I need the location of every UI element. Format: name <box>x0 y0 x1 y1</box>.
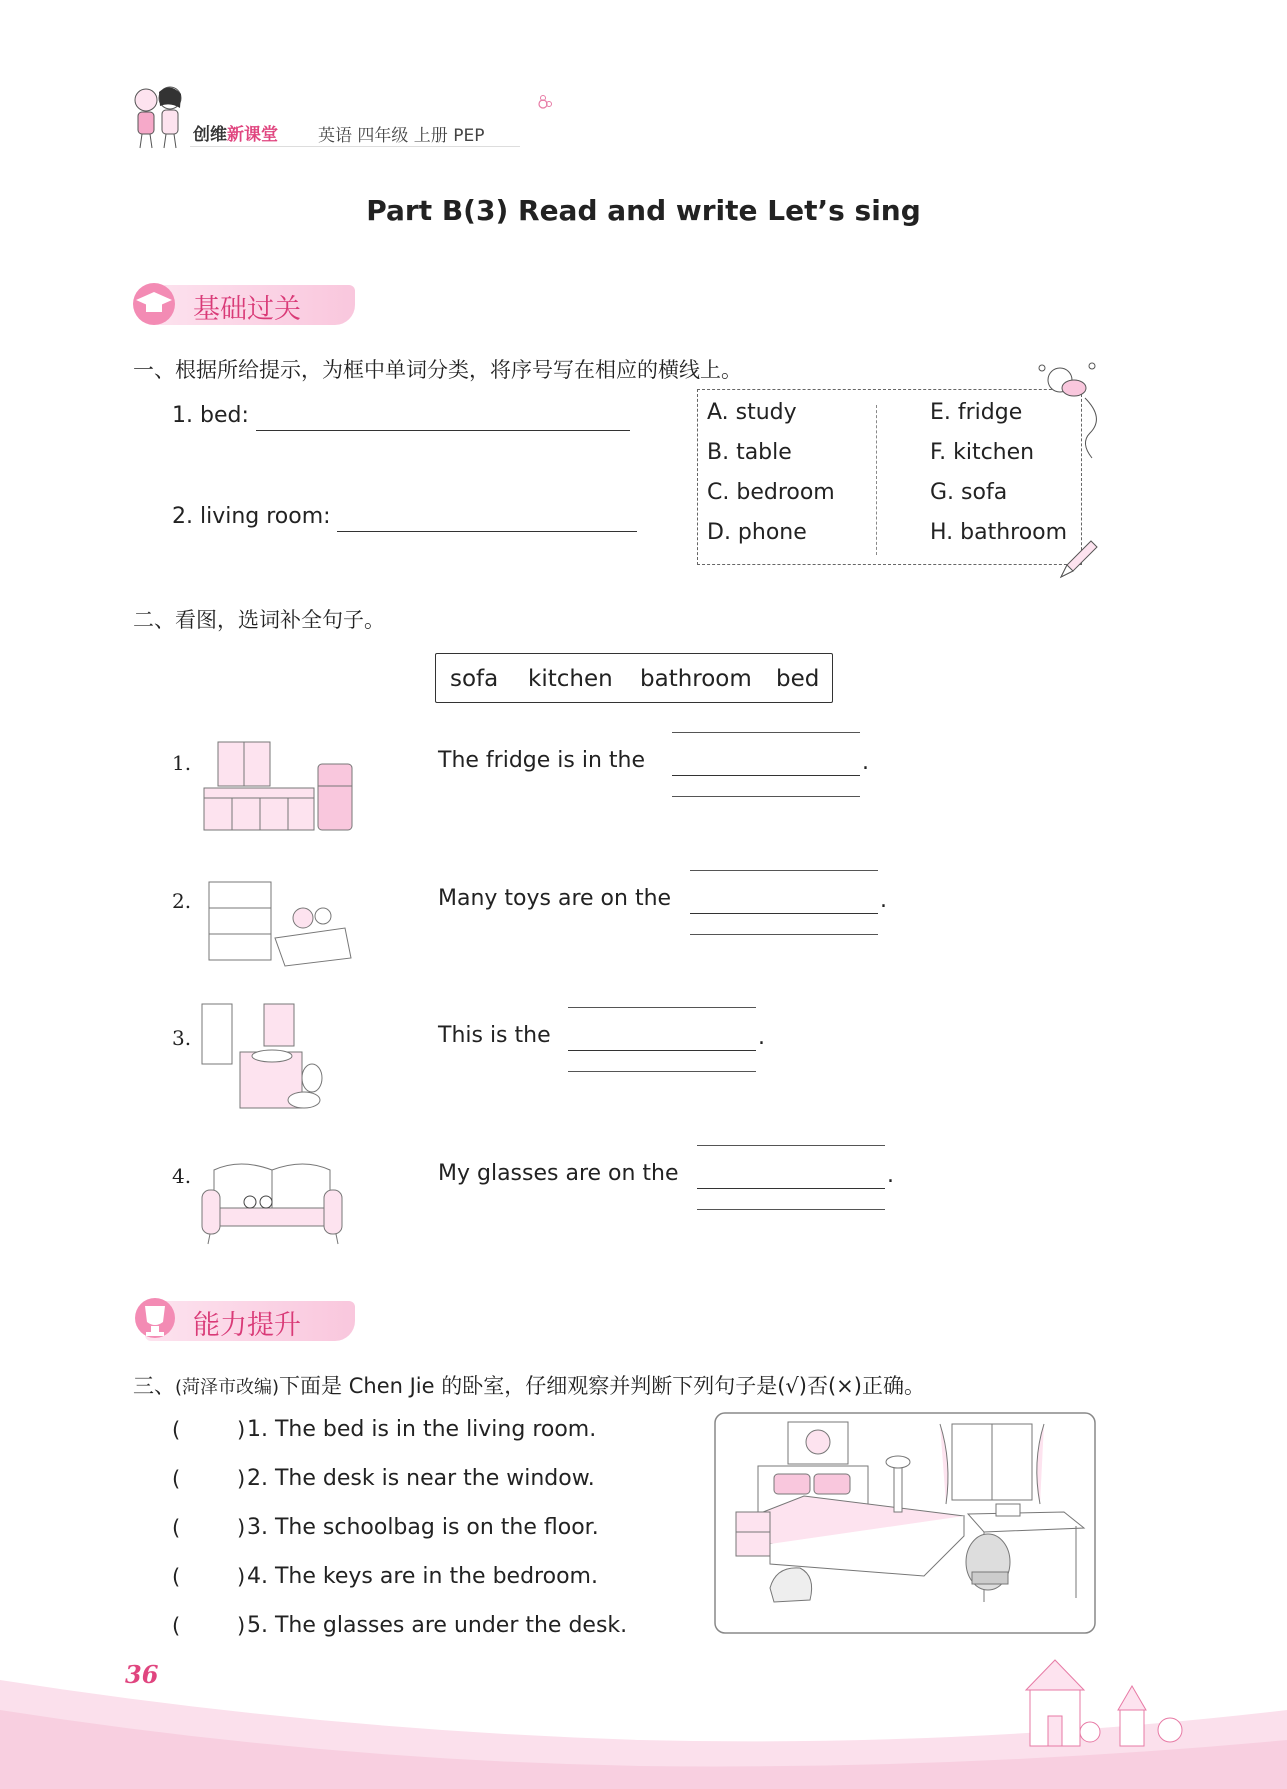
q2-item4-num: 4. <box>172 1164 192 1188</box>
word-bank-bathroom: bathroom <box>640 666 752 692</box>
q2-item4-guide-top <box>697 1145 885 1146</box>
q2-item1-text: The fridge is in the <box>438 748 645 773</box>
graduation-cap-icon <box>128 280 180 326</box>
q2-item4-period: . <box>887 1163 894 1188</box>
q2-item3-period: . <box>758 1025 765 1050</box>
q1-answer-line-bed[interactable] <box>256 430 630 431</box>
castle-illustration <box>990 1650 1190 1750</box>
q2-item3-guide-top <box>568 1007 756 1008</box>
q2-item1-num: 1. <box>172 751 192 775</box>
q1-option-e: E. fridge <box>930 400 1023 425</box>
header-divider <box>190 146 520 147</box>
q2-item1-guide-bottom <box>672 796 860 797</box>
q3-item3-paren-open[interactable]: ( <box>172 1516 181 1540</box>
q2-item4-guide-bottom <box>697 1209 885 1210</box>
q3-item3-paren-close: ) <box>237 1516 246 1540</box>
q3-item2-paren-close: ) <box>237 1467 246 1491</box>
q2-heading: 二、看图，选词补全句子。 <box>133 608 385 632</box>
page-number: 36 <box>125 1660 159 1689</box>
q2-item4-text: My glasses are on the <box>438 1161 679 1186</box>
q2-item2-guide-bottom <box>690 934 878 935</box>
q1-word-box-divider <box>876 405 877 555</box>
q2-item2-num: 2. <box>172 889 192 913</box>
trophy-icon <box>130 1296 180 1344</box>
section-label-advanced: 能力提升 <box>193 1310 301 1341</box>
q3-item1-text: 1. The bed is in the living room. <box>247 1417 597 1442</box>
kitchen-picture <box>200 740 355 832</box>
header-subtitle: 英语 四年级 上册 PEP <box>318 126 485 146</box>
sofa-glasses-picture <box>200 1160 350 1246</box>
header-flower-icon <box>533 94 553 114</box>
q3-item4-paren-close: ) <box>237 1565 246 1589</box>
q3-item2-paren-open[interactable]: ( <box>172 1467 181 1491</box>
q1-option-d: D. phone <box>707 520 807 545</box>
q2-item2-text: Many toys are on the <box>438 886 672 911</box>
q3-item4-text: 4. The keys are in the bedroom. <box>247 1564 598 1589</box>
bee-icon <box>1030 358 1110 468</box>
q1-heading: 一、根据所给提示，为框中单词分类，将序号写在相应的横线上。 <box>133 358 742 382</box>
q3-item5-text: 5. The glasses are under the desk. <box>247 1613 628 1638</box>
q1-option-g: G. sofa <box>930 480 1008 505</box>
q2-item1-answer-line[interactable] <box>672 775 860 776</box>
word-bank-bed: bed <box>776 666 820 692</box>
q3-item3-text: 3. The schoolbag is on the floor. <box>247 1515 599 1540</box>
q1-option-h: H. bathroom <box>930 520 1068 545</box>
q3-heading-rest: 下面是 Chen Jie 的卧室，仔细观察并判断下列句子是(√)否(×)正确。 <box>279 1374 925 1398</box>
q2-item3-guide-bottom <box>568 1071 756 1072</box>
q2-word-bank <box>435 653 833 703</box>
q3-item5-paren-close: ) <box>237 1614 246 1638</box>
q2-item4-answer-line[interactable] <box>697 1188 885 1189</box>
word-bank-sofa: sofa <box>450 666 499 692</box>
q2-item3-text: This is the <box>438 1023 551 1048</box>
q1-option-c: C. bedroom <box>707 480 835 505</box>
q1-option-f: F. kitchen <box>930 440 1035 465</box>
header-girls-illustration <box>128 82 192 152</box>
q3-item4-paren-open[interactable]: ( <box>172 1565 181 1589</box>
chen-jie-bedroom-picture <box>714 1412 1096 1634</box>
q1-option-b: B. table <box>707 440 792 465</box>
section-label-basic: 基础过关 <box>193 294 301 325</box>
q2-item2-answer-line[interactable] <box>690 913 878 914</box>
bathroom-picture <box>200 1002 330 1114</box>
bedroom-toys-picture <box>205 878 355 970</box>
q2-item2-guide-top <box>690 870 878 871</box>
q2-item1-guide-top <box>672 732 860 733</box>
q2-item1-period: . <box>862 750 869 775</box>
q3-heading <box>133 1370 925 1400</box>
q3-item1-paren-close: ) <box>237 1418 246 1442</box>
q3-item5-paren-open[interactable]: ( <box>172 1614 181 1638</box>
q2-item3-answer-line[interactable] <box>568 1050 756 1051</box>
q3-item2-text: 2. The desk is near the window. <box>247 1466 595 1491</box>
q3-item1-paren-open[interactable]: ( <box>172 1418 181 1442</box>
q1-answer-line-living-room[interactable] <box>337 531 637 532</box>
q3-heading-prefix: 三、 <box>133 1374 175 1398</box>
q1-item-living-room: 2. living room: <box>172 504 331 529</box>
q1-item-bed: 1. bed: <box>172 403 249 428</box>
q3-heading-source: (菏泽市改编) <box>175 1377 280 1398</box>
q2-item2-period: . <box>880 888 887 913</box>
q2-item3-num: 3. <box>172 1026 192 1050</box>
page-title: Part B(3) Read and write Let’s sing <box>366 194 921 227</box>
header-brand: 创维新课堂 <box>193 125 278 145</box>
pencil-icon <box>1053 535 1103 585</box>
q1-option-a: A. study <box>707 400 797 425</box>
word-bank-kitchen: kitchen <box>528 666 613 692</box>
